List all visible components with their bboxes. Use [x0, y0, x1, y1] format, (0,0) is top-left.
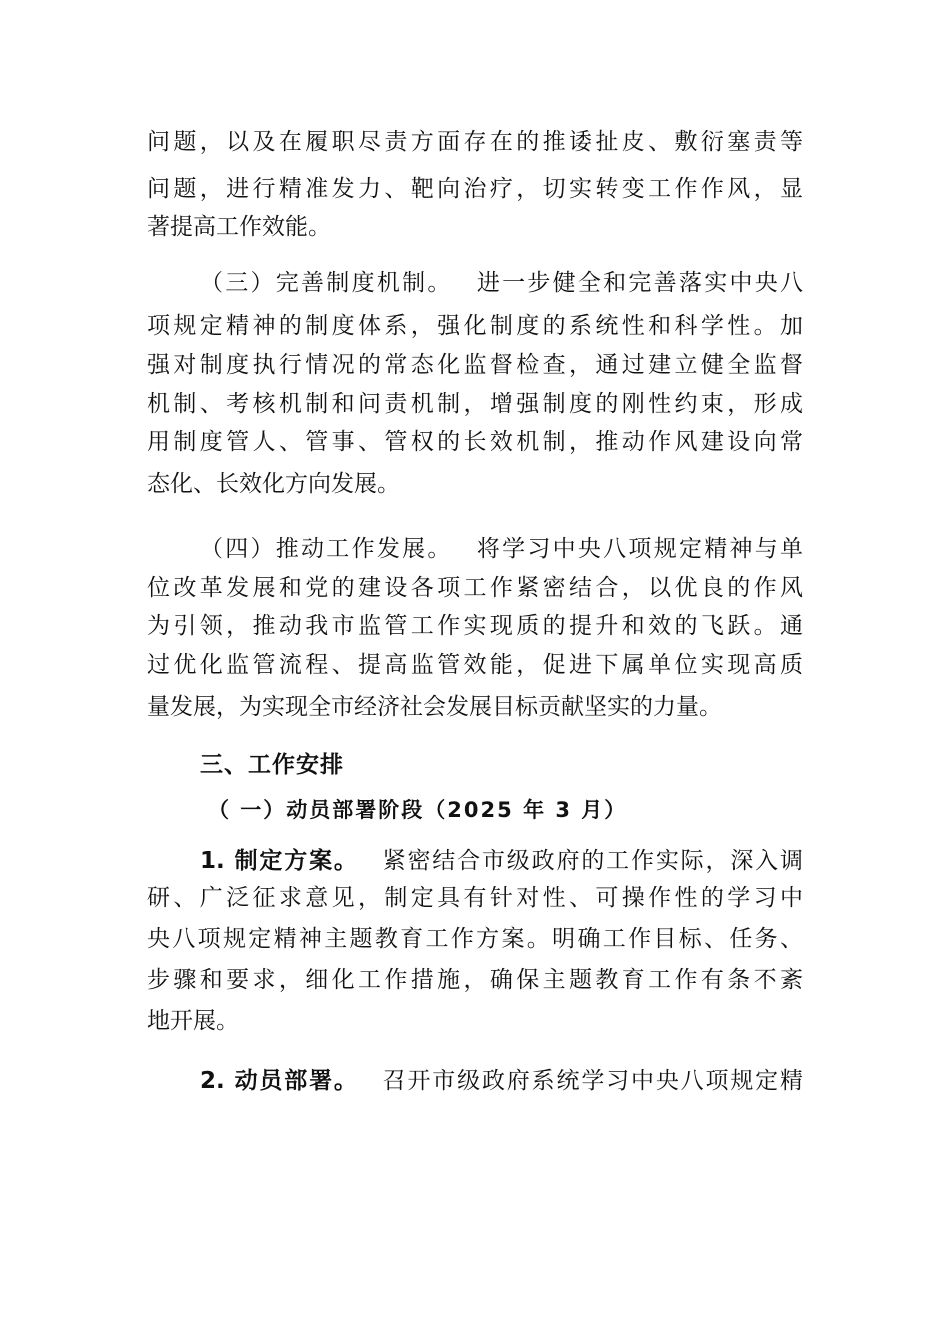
body-text-line: 位改革发展和党的建设各项工作紧密结合，以优良的作风	[147, 575, 803, 601]
body-text-line: 项规定精神的制度体系，强化制度的系统性和科学性。加	[147, 313, 803, 339]
paragraph-lead: （三）完善制度机制。	[200, 270, 453, 296]
body-text-line: 问题，进行精准发力、靶向治疗，切实转变工作作风，显	[147, 176, 803, 202]
body-text-line: 强对制度执行情况的常态化监督检查，通过建立健全监督	[147, 352, 803, 378]
body-text-line: 机制、考核机制和问责机制，增强制度的刚性约束，形成	[147, 391, 803, 417]
item-first-line	[200, 843, 803, 880]
item-lead: 1. 制定方案。	[200, 848, 359, 874]
item-lead: 2. 动员部署。	[200, 1068, 359, 1094]
body-text-line: 问题，以及在履职尽责方面存在的推诿扯皮、敷衍塞责等	[147, 129, 803, 155]
item-text: 紧密结合市级政府的工作实际，深入调	[380, 848, 804, 874]
stage-heading: （ 一）动员部署阶段（2025 年 3 月）	[208, 798, 628, 822]
body-text-line: 著提高工作效能。	[147, 214, 331, 240]
body-text-line: 央八项规定精神主题教育工作方案。明确工作目标、任务、	[147, 926, 803, 952]
paragraph-first-line	[200, 265, 803, 302]
paragraph-lead: （四）推动工作发展。	[200, 536, 453, 562]
paragraph-first-line	[200, 531, 803, 568]
body-text-line: 地开展。	[147, 1008, 239, 1034]
body-text-line: 态化、长效化方向发展。	[147, 471, 400, 497]
body-text-line: 步骤和要求，细化工作措施，确保主题教育工作有条不紊	[147, 967, 803, 993]
body-text-line: 量发展，为实现全市经济社会发展目标贡献坚实的力量。	[147, 694, 722, 720]
paragraph-text: 将学习中央八项规定精神与单	[474, 536, 804, 562]
body-text-line: 研、广泛征求意见，制定具有针对性、可操作性的学习中	[147, 885, 803, 911]
body-text-line: 用制度管人、管事、管权的长效机制，推动作风建设向常	[147, 429, 803, 455]
body-text-line: 过优化监管流程、提高监管效能，促进下属单位实现高质	[147, 652, 803, 678]
body-text-line: 为引领，推动我市监管工作实现质的提升和效的飞跃。通	[147, 613, 803, 639]
item-first-line	[200, 1063, 803, 1100]
item-text: 召开市级政府系统学习中央八项规定精	[380, 1068, 804, 1094]
paragraph-text: 进一步健全和完善落实中央八	[474, 270, 804, 296]
section-heading: 三、工作安排	[200, 752, 344, 778]
